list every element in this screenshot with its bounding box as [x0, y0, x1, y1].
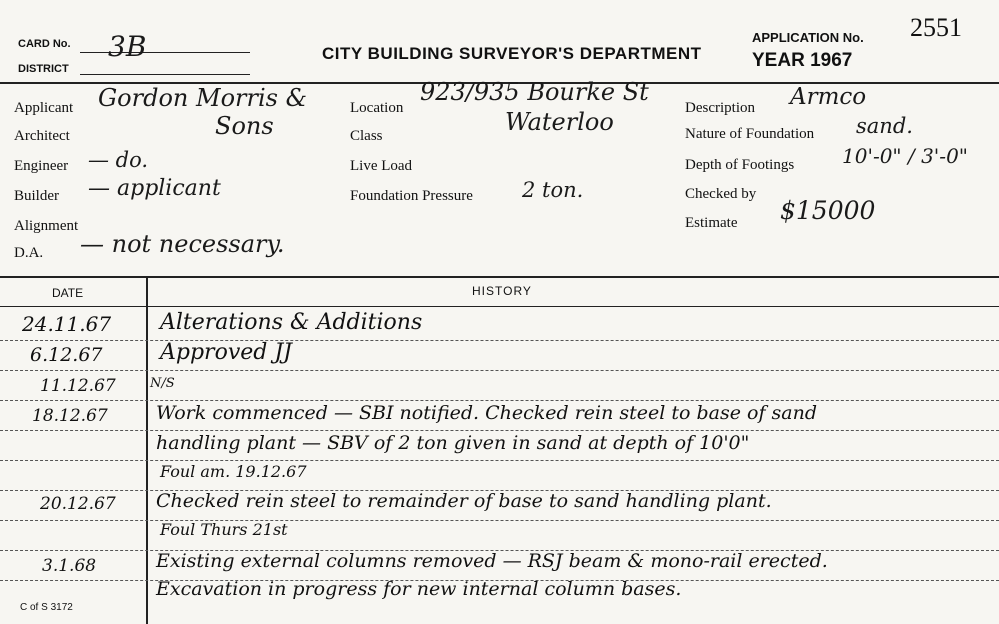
application-label: APPLICATION No.	[752, 30, 864, 45]
history-text: Excavation in progress for new internal column bases.	[156, 578, 682, 600]
location-value: 923/935 Bourke St	[420, 78, 649, 106]
department-title: CITY BUILDING SURVEYOR'S DEPARTMENT	[322, 44, 702, 63]
ruled-line	[0, 400, 999, 401]
location-label: Location	[350, 100, 404, 116]
history-date: 18.12.67	[32, 406, 108, 426]
history-date: 11.12.67	[40, 376, 116, 396]
ruled-line	[0, 370, 999, 371]
history-header: HISTORY	[472, 284, 532, 298]
history-text: N/S	[150, 376, 175, 391]
card-no-underline	[80, 52, 250, 53]
date-header: DATE	[52, 286, 84, 300]
history-top-rule	[0, 276, 999, 278]
builder-label: Builder	[14, 188, 59, 204]
description-value: Armco	[790, 84, 867, 110]
ruled-line	[0, 520, 999, 521]
history-column-divider	[146, 276, 148, 624]
estimate-label: Estimate	[685, 215, 738, 231]
nature-label: Nature of Foundation	[685, 126, 815, 142]
checked-by-label: Checked by	[685, 186, 757, 202]
ruled-line	[0, 430, 999, 431]
live-load-label: Live Load	[350, 158, 413, 174]
da-label: D.A.	[14, 245, 44, 261]
history-date: 20.12.67	[40, 494, 116, 514]
history-text: Foul am. 19.12.67	[160, 462, 307, 481]
history-text: handling plant — SBV of 2 ton given in sand at depth of 10'0"	[156, 432, 750, 454]
district-label: DISTRICT	[18, 63, 69, 75]
history-header-rule	[0, 306, 999, 307]
da-value: — not necessary.	[80, 230, 285, 258]
history-date: 6.12.67	[30, 344, 103, 366]
history-text: Existing external columns removed — RSJ beam & mono-rail erected.	[156, 550, 828, 572]
form-number: C of S 3172	[20, 602, 73, 613]
application-number: 2551	[910, 13, 962, 42]
card-no-label: CARD No.	[18, 38, 71, 50]
foundation-pressure-label: Foundation Pressure	[350, 188, 473, 204]
history-date: 3.1.68	[42, 556, 97, 576]
history-date: 24.11.67	[22, 312, 112, 336]
history-text: Approved JJ	[160, 340, 292, 365]
history-text: Work commenced — SBI notified. Checked rein steel to base of sand	[156, 402, 818, 424]
location-value-suburb: Waterloo	[505, 108, 614, 136]
estimate-value: $15000	[780, 196, 876, 225]
district-underline	[80, 74, 250, 75]
architect-value: Sons	[215, 112, 274, 140]
engineer-value: — do.	[88, 148, 149, 172]
engineer-label: Engineer	[14, 158, 69, 174]
builder-value: — applicant	[88, 176, 221, 201]
ruled-line	[0, 340, 999, 341]
history-text: Alterations & Additions	[160, 310, 423, 335]
year-label: YEAR 1967	[752, 50, 853, 71]
depth-value: 10'-0" / 3'-0"	[842, 144, 968, 168]
alignment-label: Alignment	[14, 218, 79, 234]
description-label: Description	[685, 100, 755, 116]
applicant-label: Applicant	[14, 100, 74, 116]
card-no-value: 3B	[108, 30, 147, 63]
ruled-line	[0, 460, 999, 461]
history-text: Checked rein steel to remainder of base to sand handling plant.	[156, 490, 772, 512]
history-text: Foul Thurs 21st	[160, 520, 288, 539]
architect-label: Architect	[14, 128, 70, 144]
depth-label: Depth of Footings	[685, 157, 795, 173]
foundation-pressure-value: 2 ton.	[522, 178, 584, 202]
nature-value: sand.	[856, 114, 913, 138]
applicant-value: Gordon Morris &	[98, 84, 307, 112]
class-label: Class	[350, 128, 383, 144]
